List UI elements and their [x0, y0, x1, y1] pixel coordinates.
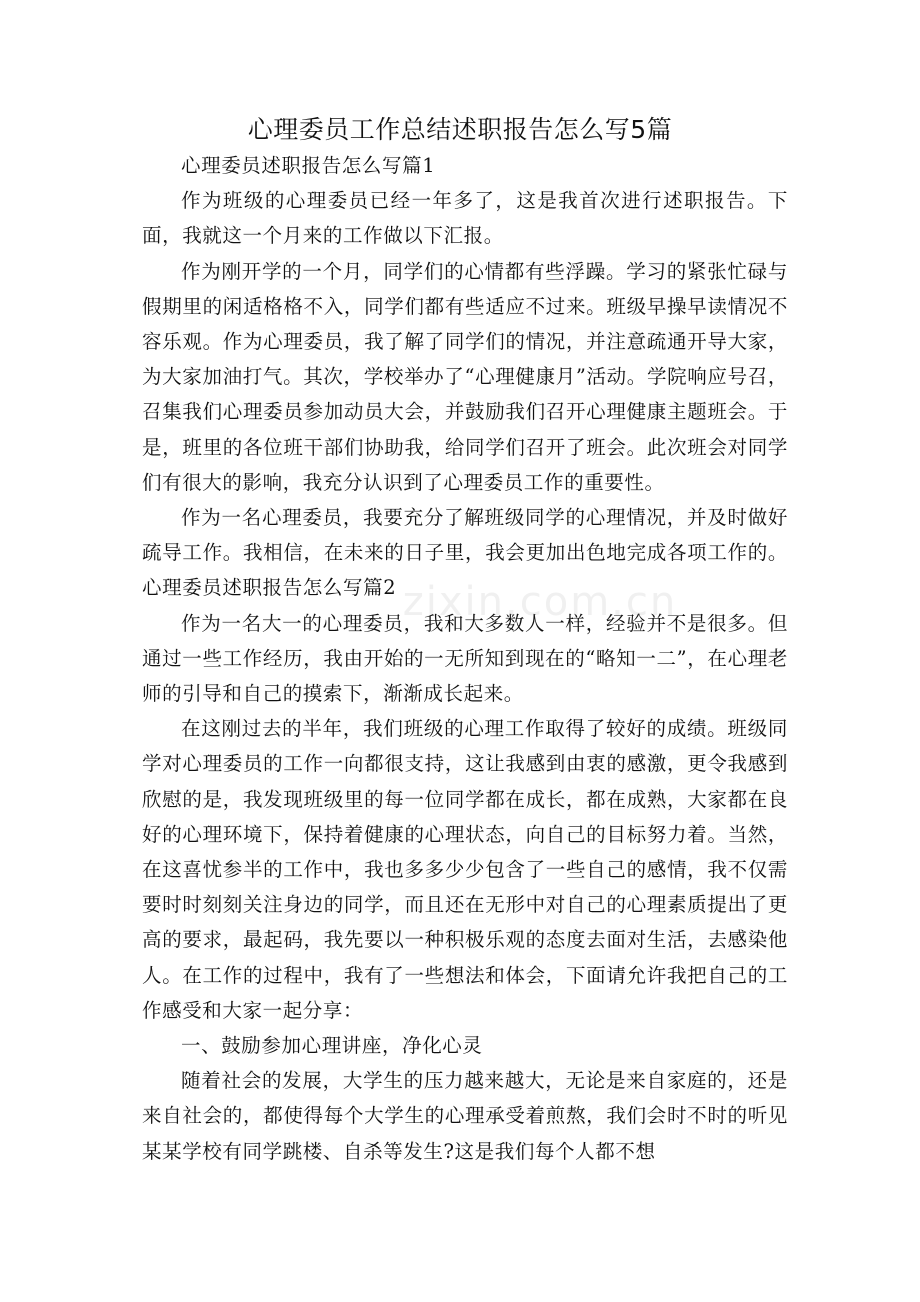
document-title: 心理委员工作总结述职报告怎么写5篇: [247, 115, 673, 144]
subheading: 一、鼓励参加心理讲座，净化心灵: [181, 1034, 483, 1058]
paragraph: 作为班级的心理委员已经一年多了，这是我首次进行述职报告。下面，我就这一个月来的工作做以下汇报。: [142, 189, 788, 248]
paragraph: 作为一名大一的心理委员，我和大多数人一样，经验并不是很多。但通过一些工作经历，我由开始的一无所知到现在的“略知一二”，在心理老师的引导和自己的摸索下，渐渐成长起来。: [142, 611, 788, 706]
paragraph: 在这刚过去的半年，我们班级的心理工作取得了较好的成绩。班级同学对心理委员的工作一向都很支持，这让我感到由衷的感激，更令我感到欣慰的是，我发现班级里的每一位同学都在成长，都在成熟，大家都在良好的心理环境下，保持着健康的心理状态，向自己的目标努力着。当然，在这喜忧参半的工作中，我也多多少少包含了一些自己的感情，我不仅需要时时刻刻关注身边的同学，而且还在无形中对自己的心理素质提出了更高的要求，最起码，我先要以一种积极乐观的态度去面对生活，去感染他人。在工作的过程中，我有了一些想法和体会，下面请允许我把自己的工作感受和大家一起分享：: [142, 717, 788, 1022]
paragraph: 作为刚开学的一个月，同学们的心情都有些浮躁。学习的紧张忙碌与假期里的闲适格格不入，同学们都有些适应不过来。班级早操早读情况不容乐观。作为心理委员，我了解了同学们的情况，并注意疏通开导大家，为大家加油打气。其次，学校举办了“心理健康月”活动。学院响应号召，召集我们心理委员参加动员大会，并鼓励我们召开心理健康主题班会。于是，班里的各位班干部们协助我，给同学们召开了班会。此次班会对同学们有很大的影响，我充分认识到了心理委员工作的重要性。: [142, 259, 788, 494]
watermark: zixin.com.cn: [402, 579, 678, 625]
paragraph: 随着社会的发展，大学生的压力越来越大，无论是来自家庭的，还是来自社会的，都使得每个大学生的心理承受着煎熬，我们会时不时的听见某某学校有同学跳楼、自杀等发生?这是我们每个人都不想: [142, 1069, 788, 1163]
document-body: [142, 148, 788, 1169]
paragraph: 作为一名心理委员，我要充分了解班级同学的心理情况，并及时做好疏导工作。我相信，在未来的日子里，我会更加出色地完成各项工作的。心理委员述职报告怎么写篇2: [142, 506, 788, 600]
paragraph-section-heading-1: 心理委员述职报告怎么写篇1: [181, 154, 436, 177]
